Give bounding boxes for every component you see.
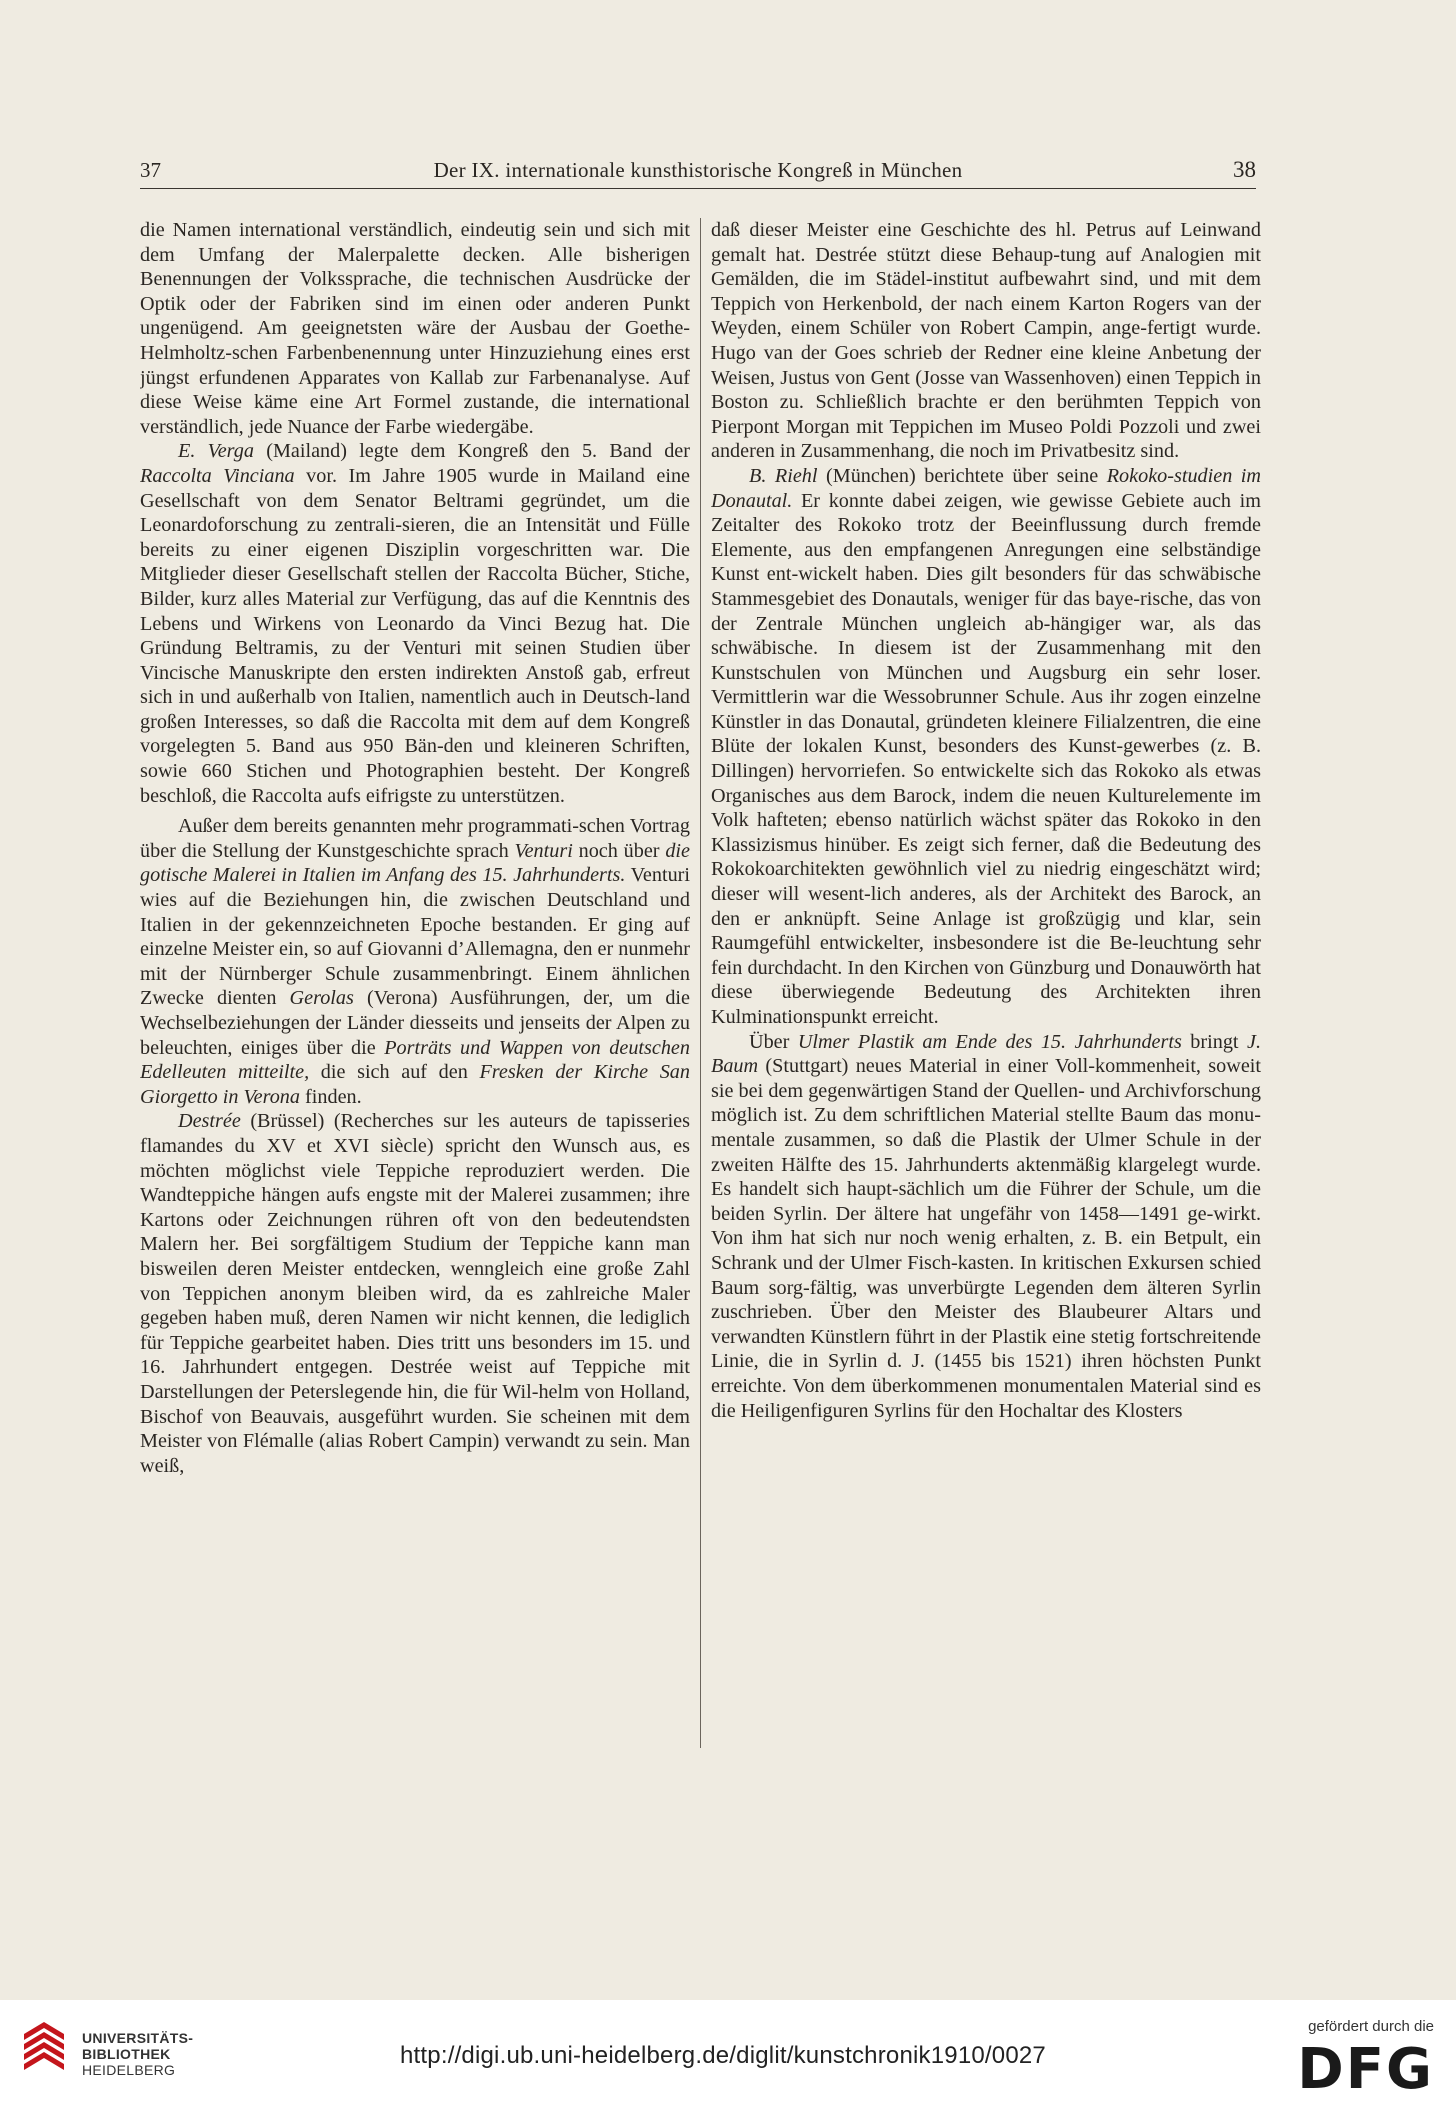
- page-number-right: 38: [1233, 157, 1256, 182]
- dfg-logo: DFG: [1297, 2037, 1434, 2102]
- left-paragraph-3: Außer dem bereits genannten mehr programmati-schen Vortrag über die Stellung der Kunstgeschichte sprach Venturi noch über die gotische Malerei in Italien im Anfang des 15. Jahrhunderts. Venturi wies auf die Beziehungen hin, die zwischen Deutschland und Italien in der gekennzeichneten Epoche bestanden. Er ging auf einzelne Meister ein, so auf Giovanni d’Allemagna, den er nunmehr mit der Nürnberger Schule zusammenbringt. Einem ähnlichen Zwecke dienten Gerolas (Verona) Ausführungen, der, um die Wechselbeziehungen der Länder diesseits und jenseits der Alpen zu beleuchten, einiges über die Porträts und Wappen von deutschen Edelleuten mitteilte, die sich auf den Fresken der Kirche San Giorgetto in Verona finden.: [140, 815, 690, 1108]
- text-column-left: [140, 218, 690, 1748]
- library-name-line3: HEIDELBERG: [82, 2062, 176, 2078]
- library-logo-icon: [18, 2020, 70, 2080]
- left-paragraph-2: E. Verga (Mailand) legte dem Kongreß den 5. Band der Raccolta Vinciana vor. Im Jahre 1905 wurde in Mailand eine Gesellschaft von dem Senator Beltrami gegründet, um die Leonardoforschung zu zentrali-sieren, die an Intensität und Fülle bereits zu einer eigenen Disziplin vorgeschritten war. Die Mitglieder dieser Gesellschaft stellen der Raccolta Bücher, Stiche, Bilder, kurz alles Material zur Verfügung, das auf die Kenntnis des Lebens und Wirkens von Leonardo da Vinci Bezug hat. Die Gründung Beltramis, zu der Venturi mit seinen Studien über Vincische Manuskripte den ersten indirekten Anstoß gab, erfreut sich in und außerhalb von Italien, namentlich auch in Deutsch-land großen Interesses, so daß die Raccolta mit dem auf dem Kongreß vorgelegten 5. Band aus 950 Bän-den und kleineren Schriften, sowie 660 Stichen und Photographien besteht. Der Kongreß beschloß, die Raccolta aufs eifrigste zu unterstützen.: [140, 440, 690, 807]
- left-paragraph-1: die Namen international verständlich, eindeutig sein und sich mit dem Umfang der Malerpalette decken. Alle bisherigen Benennungen der Volkssprache, die technischen Ausdrücke der Optik oder der Fabriken sind im einen oder anderen Punkt ungenügend. Am geeignetsten wäre der Ausbau der Goethe-Helmholtz-schen Farbenbenennung unter Hinzuziehung eines erst jüngst erfundenen Apparates von Kallab zur Farbenanalyse. Auf diese Weise käme eine Art Formel zustande, die international verständlich, jede Nuance der Farbe wiedergäbe.: [140, 219, 690, 438]
- running-header: [140, 154, 1256, 189]
- text-column-right: [711, 218, 1261, 1748]
- permalink-url[interactable]: http://digi.ub.uni-heidelberg.de/diglit/kunstchronik1910/0027: [400, 2042, 1046, 2069]
- right-paragraph-1: daß dieser Meister eine Geschichte des hl. Petrus auf Leinwand gemalt hat. Destrée stützt diese Behaup-tung auf Analogien mit Gemälden, die im Städel-institut aufbewahrt sind, und mit dem Teppich von Herkenbold, der nach einem Karton Rogers van der Weyden, einem Schüler von Robert Campin, ange-fertigt wurde. Hugo van der Goes schrieb der Redner eine kleine Anbetung der Weisen, Justus von Gent (Josse van Wassenhoven) einen Teppich in Boston zu. Schließlich brachte er den berühmten Teppich von Pierpont Morgan mit Teppichen im Museo Poldi Pozzoli und zwei anderen in Zusammenhang, die noch im Privatbesitz sind.: [711, 219, 1261, 463]
- digitization-footer: [0, 2000, 1456, 2111]
- library-name-line1: UNIVERSITÄTS-: [82, 2030, 194, 2046]
- right-paragraph-3: Über Ulmer Plastik am Ende des 15. Jahrhunderts bringt J. Baum (Stuttgart) neues Material in einer Voll-kommenheit, soweit sie bei dem gegenwärtigen Stand der Quellen- und Archivforschung möglich ist. Zu dem schriftlichen Material stellte Baum das monu-mentale zusammen, so daß die Plastik der Ulmer Schule in der zweiten Hälfte des 15. Jahrhunderts aktenmäßig klargelegt wurde. Es handelt sich haupt-sächlich um die Führer der Schule, um die beiden Syrlin. Der ältere hat ungefähr von 1458—1491 ge-wirkt. Von ihm hat sich nur noch wenig erhalten, z. B. ein Betpult, ein Schrank und der Ulmer Fisch-kasten. In kritischen Exkursen schied Baum sorg-fältig, was unverbürgte Legenden dem älteren Syrlin zuschrieben. Über den Meister des Blaubeurer Altars und verwandten Künstlern führt in der Plastik eine stetig fortschreitende Linie, die in Syrlin d. J. (1455 bis 1521) ihren höchsten Punkt erreichte. Von dem überkommenen monumentalen Material sind es die Heiligenfiguren Syrlins für den Hochaltar des Klosters: [711, 1030, 1261, 1422]
- running-title: Der IX. internationale kunsthistorische Kongreß in München: [433, 158, 963, 182]
- left-paragraph-4: Destrée (Brüssel) (Recherches sur les auteurs de tapisseries flamandes du XV et XVI siècle) spricht den Wunsch aus, es möchten möglichst viele Teppiche reproduziert werden. Die Wandteppiche hängen aufs engste mit der Malerei zusammen; ihre Kartons oder Zeichnungen rühren oft von den bedeutendsten Malern her. Bei sorgfältigem Studium der Teppiche kann man bisweilen deren Meister entdecken, wenngleich eine große Zahl von Teppichen anonym bleiben wird, da es zahlreiche Maler gegeben haben muß, deren Namen wir nicht kennen, die lediglich für Teppiche gearbeitet haben. Dies tritt uns besonders im 15. und 16. Jahrhundert entgegen. Destrée weist auf Teppiche mit Darstellungen der Peterslegende hin, die für Wil-helm von Holland, Bischof von Beauvais, ausgeführt wurden. Sie scheinen mit dem Meister von Flémalle (alias Robert Campin) verwandt zu sein. Man weiß,: [140, 1110, 690, 1477]
- library-name-line2: BIBLIOTHEK: [82, 2046, 171, 2062]
- library-name: [82, 2030, 193, 2078]
- page-number-left: 37: [140, 158, 161, 182]
- column-divider: [700, 218, 701, 1748]
- right-paragraph-2: B. Riehl (München) berichtete über seine Rokoko-studien im Donautal. Er konnte dabei zeigen, wie gewisse Gebiete auch im Zeitalter des Rokoko trotz der Beeinflussung durch fremde Elemente, aus den empfangenen Anregungen eine selbständige Kunst ent-wickelt haben. Dies gilt besonders für das schwäbische Stammesgebiet des Donautals, weniger für das baye-rische, das von der Zentrale München ungleich ab-hängiger war, als das schwäbische. In diesem ist der Zusammenhang mit den Kunstschulen von München und Augsburg ein sehr loser. Vermittlerin war die Wessobrunner Schule. Aus ihr zogen einzelne Künstler in das Donautal, gründeten kleinere Filialzentren, die eine Blüte der lokalen Kunst, besonders des Kunst-gewerbes (z. B. Dillingen) hervorriefen. So entwickelte sich das Rokoko als etwas Organisches aus dem Barock, indem die neuen Kulturelemente im Volk hafteten; ebenso natürlich wächst später das Rokoko in den Klassizismus hinüber. Es zeigt sich ferner, daß die Bedeutung des Rokokoarchitekten gewöhnlich viel zu niedrig eingeschätzt wird; dieser will wesent-lich anderes, als der Architekt des Barock, an den er anknüpft. Seine Anlage ist großzügig und klar, sein Raumgefühl entwickelter, insbesondere ist die Be-leuchtung sehr fein durchdacht. In den Kirchen von Günzburg und Donauwörth hat diese überwiegende Bedeutung des Architekten ihren Kulminationspunkt erreicht.: [711, 464, 1261, 1028]
- funding-label: gefördert durch die: [1308, 2018, 1434, 2035]
